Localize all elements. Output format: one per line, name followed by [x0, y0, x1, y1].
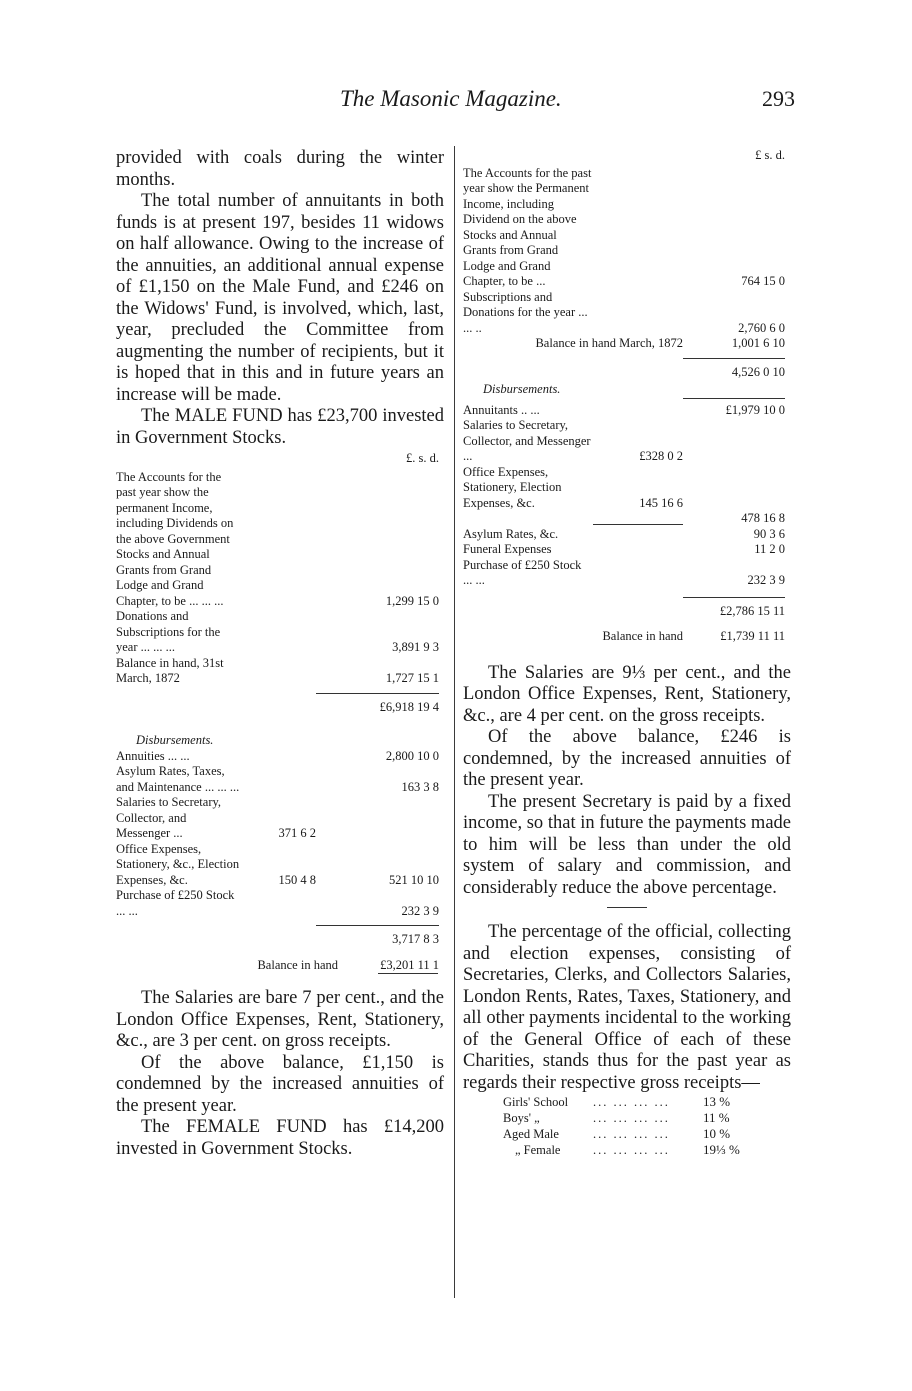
page-number: 293 [762, 86, 795, 111]
percentage-row [503, 1126, 791, 1142]
account-label: Balance in hand, 31st March, 1872 [116, 655, 224, 685]
account-amount: 90 3 6 [753, 526, 785, 541]
balance-amount: £3,201 11 1 [380, 957, 439, 972]
account-subamount: 371 6 2 [278, 826, 316, 840]
account-label: Funeral Expenses [463, 542, 552, 556]
income-total: £6,918 19 4 [316, 693, 439, 716]
account-amount: 1,727 15 1 [385, 671, 439, 685]
account-label: Balance in hand March, 1872 [535, 336, 683, 350]
account-amount: 764 15 0 [741, 274, 785, 288]
account-amount: 232 3 9 [747, 573, 785, 587]
charity-name: Girls' School [503, 1095, 569, 1109]
account-row [463, 398, 791, 419]
paragraph: The FEMALE FUND has £14,200 invested in Government Stocks. [116, 1117, 444, 1159]
account-amount: 1,299 15 0 [385, 593, 439, 608]
leader-dots: ... ... ... ... [593, 1111, 670, 1125]
percentage-value: 10 % [703, 1126, 731, 1141]
account-row [463, 336, 791, 352]
account-label: Office Expenses, Stationery, Election Expenses, &c. [463, 464, 562, 510]
account-amount: 163 3 8 [401, 779, 439, 794]
account-label: Salaries to Secretary, Collector, and Messenger ... [116, 795, 222, 840]
account-amount: 521 10 10 [389, 872, 439, 887]
running-title: The Masonic Magazine. [340, 86, 562, 111]
account-amount: 2,800 10 0 [385, 748, 439, 763]
paragraph: The percentage of the official, collecting and election expenses, consisting of Secretaries, Clerks, and Collectors Salaries, London Rents, Rates, Taxes, Stationery, and all other payments incidental to the working of the General Office of each of these Charities, stands thus for the past year as regards their respective gross receipts— [463, 922, 791, 1093]
disbursements-heading-row [463, 382, 791, 398]
percentage-value: 13 % [703, 1094, 731, 1109]
paragraph: The Salaries are bare 7 per cent., and the London Office Expenses, Rent, Stationery, &c., are 3 per cent. on gross receipts. [116, 988, 444, 1051]
account-row [116, 795, 444, 842]
leader-dots: ... ... ... ... [593, 1143, 670, 1157]
section-separator [607, 907, 647, 908]
male-fund-account [116, 451, 444, 982]
account-label: Annuities ... ... [116, 748, 190, 763]
account-row [463, 418, 791, 465]
balance-label: Balance in hand [602, 629, 683, 643]
account-amount: 478 16 8 [741, 511, 785, 525]
income-total: 4,526 0 10 [683, 358, 785, 381]
balance-amount: £1,739 11 11 [720, 629, 785, 643]
charity-name: Aged Male [503, 1127, 559, 1141]
paragraph: The MALE FUND has £23,700 invested in Government Stocks. [116, 406, 444, 448]
account-row [116, 470, 444, 610]
currency-header-row [463, 148, 791, 164]
left-column [116, 148, 444, 1160]
account-label: The Accounts for the past year show the permanent Income, including Dividends on the above Government Stocks and Annual Grants from Grand Lodge and Grand Chapter, to be ... ... ... [116, 469, 234, 608]
account-row [116, 842, 444, 889]
account-row [116, 656, 444, 687]
currency-header: £. s. d. [406, 451, 439, 465]
account-label: Donations and Subscriptions for the year ... ... ... [116, 609, 221, 654]
rule [593, 524, 683, 527]
account-label: Annuitants .. ... [463, 402, 540, 417]
account-amount: 3,891 9 3 [392, 640, 439, 654]
widows-fund-account [463, 148, 791, 645]
balance-label: Balance in hand [257, 957, 338, 972]
balance-row [116, 958, 444, 974]
account-label: Purchase of £250 Stock ... ... [463, 557, 582, 587]
disbursements-total: 3,717 8 3 [316, 925, 439, 948]
account-label: Asylum Rates, &c. [463, 526, 559, 541]
rule-row [116, 973, 444, 982]
account-row [463, 542, 791, 558]
total-row [463, 597, 791, 620]
account-row [463, 511, 791, 527]
account-label: The Accounts for the past year show the Permanent Income, including Dividend on the above Stocks and Annual Grants from Grand Lodge and Grand Chapter, to be ... [463, 165, 592, 288]
account-label: Subscriptions and Donations for the year ... ... .. [463, 289, 588, 335]
percentage-row [503, 1142, 791, 1158]
rule [378, 973, 438, 982]
currency-header: £ s. d. [755, 148, 785, 162]
account-label: Office Expenses, Stationery, &c., Election Expenses, &c. [116, 841, 240, 887]
paragraph: Of the above balance, £246 is condemned, by the increased annuities of the present year. [463, 727, 791, 790]
account-amount: 2,760 6 0 [738, 320, 785, 335]
account-row [116, 888, 444, 919]
currency-header-row [116, 451, 444, 467]
account-amount: 11 2 0 [754, 542, 785, 556]
account-amount: 232 3 9 [401, 903, 439, 918]
right-column [463, 148, 791, 1158]
leader-dots: ... ... ... ... [593, 1127, 670, 1141]
account-subamount: 150 4 8 [278, 872, 316, 887]
account-amount: £1,979 10 0 [683, 398, 785, 419]
charity-name: „ Female [515, 1143, 561, 1157]
paragraph: provided with coals during the winter months. [116, 148, 444, 190]
percentage-value: 11 % [703, 1110, 730, 1125]
paragraph: The present Secretary is paid by a fixed income, so that in future the payments made to him will be less than under the old system of salary and commission, and considerably reduce the above percentage. [463, 791, 791, 898]
page-header [0, 86, 912, 126]
account-subamount: £328 0 2 [639, 449, 683, 463]
account-row [116, 764, 444, 795]
percentage-table [503, 1094, 791, 1158]
paragraph: The Salaries are 9⅓ per cent., and the London Office Expenses, Rent, Stationery, &c., are 4 per cent. on the gross receipts. [463, 662, 791, 726]
account-label: Purchase of £250 Stock ... ... [116, 888, 235, 918]
balance-row [463, 629, 791, 645]
percentage-row [503, 1110, 791, 1126]
account-row [463, 290, 791, 337]
account-subamount: 145 16 6 [639, 495, 683, 510]
account-row [116, 609, 444, 656]
paragraph: The total number of annuitants in both funds is at present 197, besides 11 widows on half allowance. Owing to the increase of the annuities, an additional annual expense of £1,150 on the Male Fund, and £246 on the Widows' Fund, is involved, which, last, year, precluded the Committee from augmenting the number of recipients, but it is hoped that in this and in future years an increase will be made. [116, 191, 444, 405]
percentage-row [503, 1094, 791, 1110]
total-row [116, 693, 444, 716]
account-row [463, 465, 791, 512]
leader-dots: ... ... ... ... [593, 1095, 670, 1109]
disbursements-heading: Disbursements. [483, 382, 561, 396]
account-row [116, 749, 444, 765]
account-row [463, 166, 791, 290]
account-label: Salaries to Secretary, Collector, and Messenger ... [463, 418, 591, 463]
total-row [116, 925, 444, 948]
paragraph: Of the above balance, £1,150 is condemned by the increased annuities of the present year. [116, 1052, 444, 1116]
account-label: Asylum Rates, Taxes, and Maintenance ... ... ... [116, 764, 240, 794]
disbursements-total: £2,786 15 11 [683, 597, 785, 620]
account-row [463, 527, 791, 543]
account-row [463, 558, 791, 589]
total-row [463, 358, 791, 381]
column-divider [454, 146, 455, 1298]
disbursements-heading: Disbursements. [136, 733, 214, 747]
charity-name: Boys' „ [503, 1111, 540, 1125]
account-amount: 1,001 6 10 [731, 336, 785, 350]
percentage-value: 19⅓ % [703, 1142, 740, 1157]
